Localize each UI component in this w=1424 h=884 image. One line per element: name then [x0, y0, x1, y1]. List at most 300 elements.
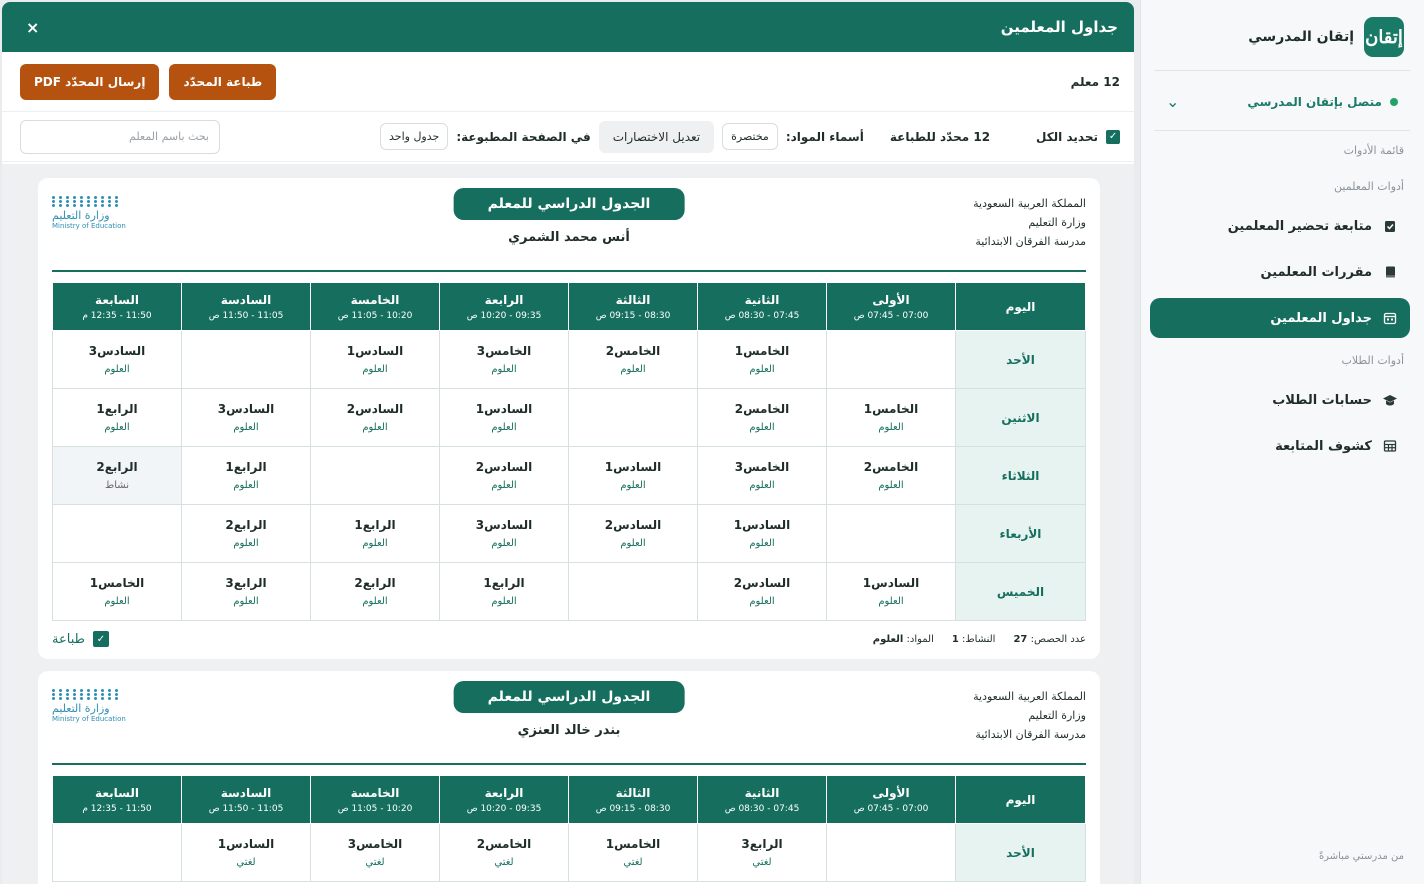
- subject-name: العلوم: [878, 422, 904, 433]
- lesson-cell[interactable]: [182, 563, 311, 621]
- period-header: [827, 283, 956, 331]
- lesson-cell[interactable]: [311, 331, 440, 389]
- subject-name: العلوم: [878, 596, 904, 607]
- table-row: [53, 447, 1086, 505]
- period-time: 08:30 - 09:15 ص: [595, 310, 671, 321]
- lesson-cell[interactable]: [569, 389, 698, 447]
- schedule-table: [52, 775, 1086, 882]
- period-header: [440, 776, 569, 824]
- lesson-cell[interactable]: [827, 505, 956, 563]
- sidebar: [1140, 0, 1424, 884]
- subject-name: العلوم: [491, 364, 517, 375]
- subject-name: العلوم: [104, 422, 130, 433]
- section-teachers-label: أدوات المعلمين: [1334, 180, 1404, 193]
- logo-dot: [59, 204, 62, 207]
- subject-name: العلوم: [362, 596, 388, 607]
- class-name: الرابع1: [354, 518, 396, 532]
- lesson-cell[interactable]: [182, 824, 311, 882]
- class-name: السادس1: [862, 576, 920, 590]
- subject-names-label: أسماء المواد:: [785, 129, 864, 144]
- country-name: المملكة العربية السعودية: [973, 197, 1086, 210]
- send-pdf-button[interactable]: إرسال المحدّد PDF: [20, 64, 159, 100]
- school-info: [973, 687, 1086, 744]
- teacher-schedules-panel: [2, 2, 1134, 884]
- subject-name: العلوم: [749, 596, 775, 607]
- logo-dot: [87, 204, 90, 207]
- day-column-header: اليوم: [956, 283, 1086, 331]
- logo-dot: [66, 689, 69, 692]
- panel-header: [2, 2, 1134, 52]
- lesson-cell[interactable]: [698, 331, 827, 389]
- connection-text: متصل بإتقان المدرسي: [1247, 94, 1382, 109]
- logo-dot: [66, 196, 69, 199]
- lesson-cell[interactable]: [698, 824, 827, 882]
- period-time: 08:30 - 09:15 ص: [595, 803, 671, 814]
- logo-dot: [108, 204, 111, 207]
- class-name: الخامس2: [863, 460, 919, 474]
- section-tools-label: قائمة الأدوات: [1343, 144, 1404, 157]
- lesson-cell[interactable]: [569, 447, 698, 505]
- lesson-cell[interactable]: [440, 563, 569, 621]
- ministry-logo-en: Ministry of Education: [52, 715, 126, 723]
- period-header: [569, 283, 698, 331]
- period-name: الأولى: [872, 292, 910, 307]
- class-name: الخامس1: [89, 576, 145, 590]
- lesson-cell[interactable]: [53, 389, 182, 447]
- subject-name: العلوم: [233, 596, 259, 607]
- subject-name: العلوم: [749, 538, 775, 549]
- logo-dot: [59, 200, 62, 203]
- teacher-name: بندر خالد العنزي: [517, 723, 621, 738]
- class-name: السادس2: [604, 518, 662, 532]
- logo-dot: [59, 196, 62, 199]
- logo-dot: [108, 689, 111, 692]
- logo-dot: [94, 196, 97, 199]
- lesson-cell[interactable]: [311, 447, 440, 505]
- lesson-cell[interactable]: [440, 447, 569, 505]
- logo-dot: [80, 204, 83, 207]
- lesson-cell[interactable]: [440, 389, 569, 447]
- lesson-cell[interactable]: [827, 447, 956, 505]
- table-icon: [1382, 438, 1398, 454]
- sidebar-footer: من مدرستي مباشرةً: [1318, 851, 1404, 862]
- teacher-count: 12 معلم: [1070, 74, 1120, 89]
- class-name: السادس1: [475, 402, 533, 416]
- schedule-stats: [873, 634, 1086, 645]
- period-time: 07:00 - 07:45 ص: [853, 803, 929, 814]
- class-name: الرابع2: [96, 460, 138, 474]
- logo-dot: [66, 204, 69, 207]
- per-page-label: في الصفحة المطبوعة:: [456, 129, 591, 144]
- sidebar-item-label: متابعة تحضير المعلمين: [1227, 218, 1372, 234]
- logo-dot: [80, 689, 83, 692]
- lesson-cell[interactable]: [827, 389, 956, 447]
- logo-dot: [66, 693, 69, 696]
- activity-value: 1: [951, 633, 959, 645]
- activity-stat: [952, 634, 996, 645]
- ministry-logo-ar: وزارة التعليم: [52, 209, 110, 222]
- class-name: الرابع1: [225, 460, 267, 474]
- subject-name: العلوم: [749, 422, 775, 433]
- select-all-label: تحديد الكل: [1035, 129, 1098, 144]
- lesson-cell[interactable]: [569, 505, 698, 563]
- class-name: الرابع3: [225, 576, 267, 590]
- ministry-logo-icon: [52, 196, 132, 207]
- lesson-cell[interactable]: [440, 824, 569, 882]
- sidebar-item-label: جداول المعلمين: [1270, 310, 1372, 326]
- subject-names-select[interactable]: مختصرة: [722, 123, 778, 150]
- close-button[interactable]: ×: [26, 17, 40, 37]
- ministry-logo-icon: [52, 689, 132, 700]
- subjects-stat: [873, 634, 934, 645]
- subjects-value: العلوم: [872, 633, 904, 645]
- logo-dot: [108, 693, 111, 696]
- subject-name: لغتي: [752, 857, 772, 868]
- lesson-cell[interactable]: [440, 331, 569, 389]
- subject-name: العلوم: [620, 538, 646, 549]
- subject-name: العلوم: [362, 364, 388, 375]
- class-name: السادس1: [346, 344, 404, 358]
- select-all[interactable]: [1036, 130, 1120, 144]
- period-time: 11:05 - 11:50 ص: [208, 803, 284, 814]
- lesson-cell[interactable]: [698, 505, 827, 563]
- period-time: 09:35 - 10:20 ص: [466, 803, 542, 814]
- logo-dot: [73, 697, 76, 700]
- print-toggle[interactable]: [52, 631, 109, 647]
- periods-label: عدد الحصص:: [1030, 633, 1086, 645]
- lesson-cell[interactable]: [698, 389, 827, 447]
- lesson-cell[interactable]: [311, 824, 440, 882]
- logo-dot: [52, 204, 55, 207]
- period-name: الخامسة: [350, 292, 400, 307]
- lesson-cell[interactable]: [440, 505, 569, 563]
- lesson-cell[interactable]: [827, 824, 956, 882]
- table-row: [53, 505, 1086, 563]
- action-toolbar: [2, 52, 1134, 112]
- period-header: [182, 776, 311, 824]
- schedule-card: [38, 178, 1100, 659]
- class-name: السادس1: [217, 837, 275, 851]
- subject-name: العلوم: [491, 422, 517, 433]
- logo-dot: [80, 697, 83, 700]
- sidebar-item-label: مقررات المعلمين: [1260, 264, 1372, 280]
- period-header: [311, 283, 440, 331]
- logo-dot: [101, 196, 104, 199]
- connection-status[interactable]: [1166, 92, 1398, 111]
- subject-name: لغتي: [365, 857, 385, 868]
- logo-dot: [66, 200, 69, 203]
- edit-abbreviations-button[interactable]: تعديل الاختصارات: [599, 121, 714, 153]
- subject-name: العلوم: [491, 596, 517, 607]
- subject-name: العلوم: [749, 480, 775, 491]
- logo-dot: [115, 196, 118, 199]
- logo-dot: [80, 196, 83, 199]
- logo-dot: [52, 196, 55, 199]
- logo-dot: [80, 200, 83, 203]
- periods-value: 27: [1013, 633, 1028, 645]
- logo-dot: [73, 689, 76, 692]
- class-name: الرابع3: [741, 837, 783, 851]
- sidebar-item-teacher-courses[interactable]: [1150, 252, 1410, 292]
- logo-dot: [87, 697, 90, 700]
- checkbox-checked-icon[interactable]: ✓: [93, 631, 109, 647]
- period-name: الثالثة: [615, 785, 651, 800]
- schedule-title: الجدول الدراسي للمعلم: [454, 681, 685, 713]
- logo-dot: [87, 693, 90, 696]
- logo-dot: [59, 697, 62, 700]
- logo-dot: [101, 697, 104, 700]
- period-name: السابعة: [95, 292, 139, 307]
- brand-name: إتقان المدرسي: [1248, 29, 1354, 45]
- card-footer: [52, 631, 1086, 647]
- subject-name: نشاط: [105, 480, 129, 491]
- lesson-cell[interactable]: [698, 563, 827, 621]
- logo-dot: [94, 697, 97, 700]
- period-name: الثالثة: [615, 292, 651, 307]
- sidebar-item-label: حسابات الطلاب: [1272, 392, 1372, 408]
- card-header: [52, 681, 1086, 765]
- class-name: الخامس3: [347, 837, 403, 851]
- day-cell: الاثنين: [956, 389, 1086, 447]
- subject-name: العلوم: [104, 596, 130, 607]
- sidebar-item-teacher-schedules[interactable]: [1150, 298, 1410, 338]
- period-name: الخامسة: [350, 785, 400, 800]
- subject-name: العلوم: [233, 422, 259, 433]
- class-name: الخامس2: [605, 344, 661, 358]
- lesson-cell[interactable]: [53, 563, 182, 621]
- class-name: الخامس3: [476, 344, 532, 358]
- day-cell: الأربعاء: [956, 505, 1086, 563]
- filter-toolbar: [2, 112, 1134, 162]
- brand[interactable]: [1248, 17, 1404, 57]
- subject-name: لغتي: [623, 857, 643, 868]
- subject-name: لغتي: [236, 857, 256, 868]
- period-name: الرابعة: [484, 785, 524, 800]
- logo-dot: [108, 196, 111, 199]
- logo-dot: [80, 693, 83, 696]
- period-name: السابعة: [95, 785, 139, 800]
- period-time: 11:50 - 12:35 م: [82, 803, 152, 814]
- card-header: [52, 188, 1086, 272]
- class-name: الرابع1: [96, 402, 138, 416]
- logo-dot: [73, 200, 76, 203]
- logo-dot: [87, 200, 90, 203]
- subject-name: العلوم: [878, 480, 904, 491]
- logo-dot: [87, 196, 90, 199]
- table-row: [53, 824, 1086, 882]
- lesson-cell[interactable]: [53, 447, 182, 505]
- lesson-cell[interactable]: [53, 824, 182, 882]
- subject-name: العلوم: [233, 480, 259, 491]
- print-selected-button[interactable]: طباعة المحدّد: [169, 64, 276, 100]
- lesson-cell[interactable]: [182, 389, 311, 447]
- logo-dot: [73, 204, 76, 207]
- ministry-logo: [52, 196, 132, 230]
- subject-name: العلوم: [491, 538, 517, 549]
- book-icon: [1382, 264, 1398, 280]
- class-name: الرابع1: [483, 576, 525, 590]
- lesson-cell[interactable]: [53, 505, 182, 563]
- logo-dot: [52, 693, 55, 696]
- period-header: [698, 776, 827, 824]
- period-name: الثانية: [744, 785, 780, 800]
- class-name: السادس1: [733, 518, 791, 532]
- lesson-cell[interactable]: [182, 505, 311, 563]
- sidebar-item-follow-sheets[interactable]: [1150, 426, 1410, 466]
- logo-dot: [94, 689, 97, 692]
- school-info: [973, 194, 1086, 251]
- schedules-list: [2, 164, 1134, 884]
- brand-logo-icon: إتقان: [1364, 17, 1404, 57]
- lesson-cell[interactable]: [569, 563, 698, 621]
- lesson-cell[interactable]: [311, 505, 440, 563]
- period-time: 07:45 - 08:30 ص: [724, 803, 800, 814]
- logo-dot: [115, 204, 118, 207]
- lesson-cell[interactable]: [827, 331, 956, 389]
- logo-dot: [101, 689, 104, 692]
- period-header: [569, 776, 698, 824]
- lesson-cell[interactable]: [182, 331, 311, 389]
- period-name: الرابعة: [484, 292, 524, 307]
- class-name: السادس3: [217, 402, 275, 416]
- class-name: السادس3: [475, 518, 533, 532]
- schedule-table: [52, 282, 1086, 621]
- period-header: [53, 776, 182, 824]
- day-cell: الثلاثاء: [956, 447, 1086, 505]
- period-name: الأولى: [872, 785, 910, 800]
- period-header: [311, 776, 440, 824]
- school-name: مدرسة الفرقان الابتدائية: [975, 728, 1086, 741]
- lesson-cell[interactable]: [569, 331, 698, 389]
- class-name: الخامس1: [863, 402, 919, 416]
- day-cell: الأحد: [956, 331, 1086, 389]
- logo-dot: [52, 200, 55, 203]
- logo-dot: [52, 689, 55, 692]
- logo-dot: [101, 200, 104, 203]
- subject-name: العلوم: [362, 538, 388, 549]
- class-name: الخامس2: [476, 837, 532, 851]
- logo-dot: [94, 200, 97, 203]
- graduation-cap-icon: [1382, 392, 1398, 408]
- ministry-logo: [52, 689, 132, 723]
- logo-dot: [66, 697, 69, 700]
- panel-title: جداول المعلمين: [1000, 18, 1118, 36]
- logo-dot: [108, 697, 111, 700]
- schedule-title: الجدول الدراسي للمعلم: [454, 188, 685, 220]
- class-name: الخامس3: [734, 460, 790, 474]
- logo-dot: [108, 200, 111, 203]
- period-time: 11:05 - 11:50 ص: [208, 310, 284, 321]
- lesson-cell[interactable]: [182, 447, 311, 505]
- period-header: [827, 776, 956, 824]
- subject-name: العلوم: [749, 364, 775, 375]
- periods-stat: [1013, 634, 1086, 645]
- logo-dot: [115, 200, 118, 203]
- period-time: 10:20 - 11:05 ص: [337, 803, 413, 814]
- print-label: طباعة: [52, 631, 85, 647]
- logo-dot: [101, 693, 104, 696]
- subject-name: العلوم: [620, 364, 646, 375]
- ministry-logo-ar: وزارة التعليم: [52, 702, 110, 715]
- teacher-name: أنس محمد الشمري: [508, 230, 630, 245]
- logo-dot: [59, 693, 62, 696]
- lesson-cell[interactable]: [311, 389, 440, 447]
- period-name: الثانية: [744, 292, 780, 307]
- sidebar-item-teacher-prep[interactable]: [1150, 206, 1410, 246]
- logo-dot: [115, 689, 118, 692]
- class-name: الرابع2: [354, 576, 396, 590]
- class-name: السادس2: [733, 576, 791, 590]
- class-name: السادس3: [88, 344, 146, 358]
- lesson-cell[interactable]: [698, 447, 827, 505]
- period-name: السادسة: [220, 785, 272, 800]
- logo-dot: [52, 697, 55, 700]
- table-row: [53, 331, 1086, 389]
- logo-dot: [94, 204, 97, 207]
- subject-name: العلوم: [620, 480, 646, 491]
- ministry-logo-en: Ministry of Education: [52, 222, 126, 230]
- schedule-card: [38, 671, 1100, 884]
- lesson-cell[interactable]: [53, 331, 182, 389]
- subjects-label: المواد:: [906, 633, 934, 645]
- logo-dot: [115, 693, 118, 696]
- subject-name: العلوم: [104, 364, 130, 375]
- period-header: [440, 283, 569, 331]
- class-name: الخامس1: [605, 837, 661, 851]
- selected-count: 12 محدّد للطباعة: [889, 129, 991, 144]
- day-cell: الخميس: [956, 563, 1086, 621]
- class-name: السادس1: [604, 460, 662, 474]
- table-row: [53, 563, 1086, 621]
- ministry-name: وزارة التعليم: [1028, 709, 1086, 722]
- class-name: السادس2: [475, 460, 533, 474]
- country-name: المملكة العربية السعودية: [973, 690, 1086, 703]
- period-header: [53, 283, 182, 331]
- lesson-cell[interactable]: [569, 824, 698, 882]
- logo-dot: [59, 689, 62, 692]
- logo-dot: [94, 693, 97, 696]
- logo-dot: [101, 204, 104, 207]
- logo-dot: [115, 697, 118, 700]
- lesson-cell[interactable]: [311, 563, 440, 621]
- table-row: [53, 389, 1086, 447]
- class-name: الخامس2: [734, 402, 790, 416]
- period-time: 07:45 - 08:30 ص: [724, 310, 800, 321]
- period-header: [698, 283, 827, 331]
- period-name: السادسة: [220, 292, 272, 307]
- status-dot-icon: [1390, 98, 1398, 106]
- sidebar-item-student-accounts[interactable]: [1150, 380, 1410, 420]
- class-name: السادس2: [346, 402, 404, 416]
- checkbox-checked-icon[interactable]: ✓: [1106, 130, 1120, 144]
- per-page-select[interactable]: جدول واحد: [380, 123, 448, 150]
- class-name: الرابع2: [225, 518, 267, 532]
- sidebar-divider: [1154, 130, 1410, 131]
- logo-dot: [87, 689, 90, 692]
- lesson-cell[interactable]: [827, 563, 956, 621]
- subject-name: العلوم: [362, 422, 388, 433]
- logo-dot: [73, 693, 76, 696]
- period-time: 07:00 - 07:45 ص: [853, 310, 929, 321]
- section-students-label: أدوات الطلاب: [1341, 354, 1404, 367]
- teacher-search-input[interactable]: [20, 120, 220, 154]
- chevron-down-icon[interactable]: ⌄: [1166, 92, 1180, 111]
- clipboard-check-icon: [1382, 218, 1398, 234]
- subject-name: لغتي: [494, 857, 514, 868]
- day-column-header: اليوم: [956, 776, 1086, 824]
- period-header: [182, 283, 311, 331]
- school-name: مدرسة الفرقان الابتدائية: [975, 235, 1086, 248]
